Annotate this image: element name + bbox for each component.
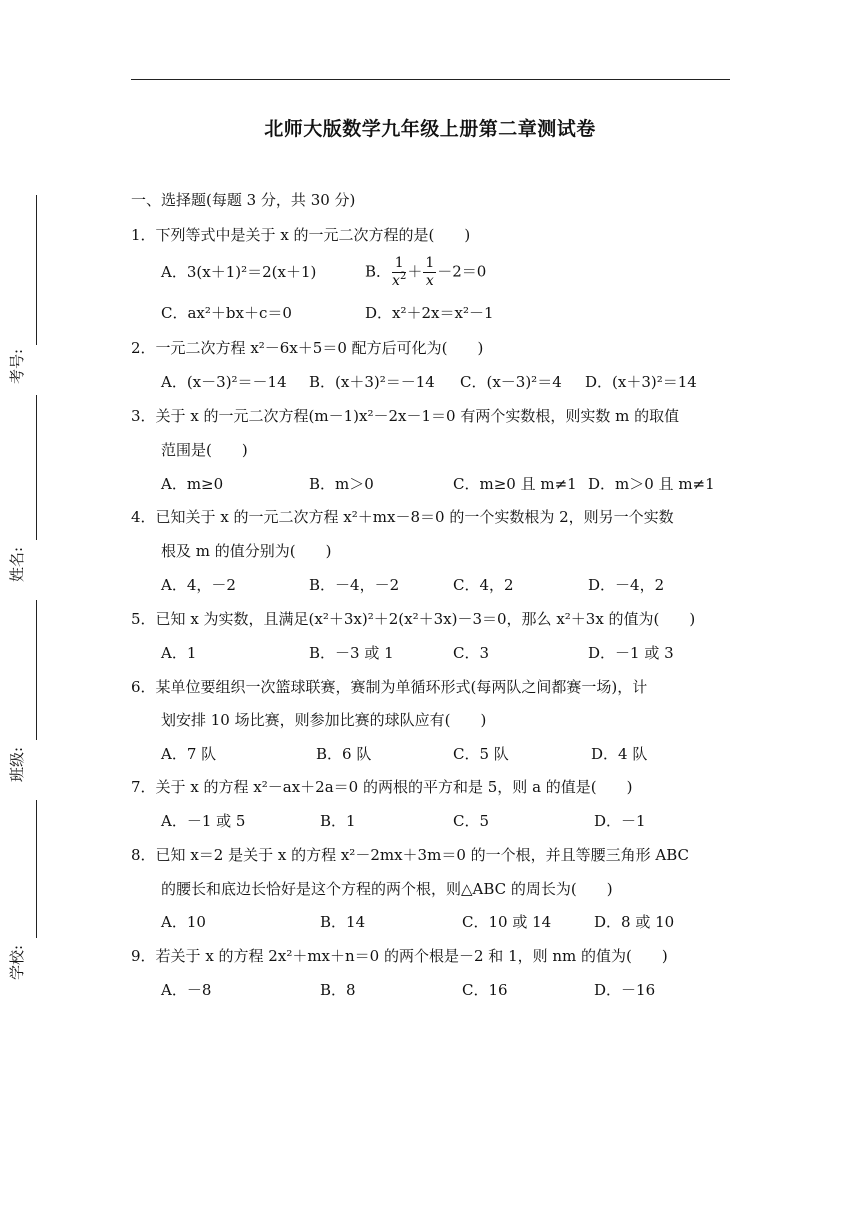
option-1b[interactable]: B． $\frac{1}{x^2}$ ＋ $\frac{1}{x}$ －2＝0 — [365, 255, 487, 289]
option-6b[interactable]: B．6 队 — [316, 745, 372, 763]
option-2c[interactable]: C．(x－3)²＝4 — [460, 373, 562, 391]
fraction-1-over-x2: $\frac{1}{x^2}$ — [392, 255, 407, 289]
option-7c[interactable]: C．5 — [453, 812, 490, 830]
option-7d[interactable]: D．－1 — [594, 812, 646, 830]
question-6 — [131, 677, 647, 697]
question-1 — [131, 225, 470, 245]
option-5c[interactable]: C．3 — [453, 644, 490, 662]
option-8a[interactable]: A．10 — [161, 913, 206, 931]
question-4 — [131, 507, 674, 527]
question-stem: 已知 x 为实数，且满足(x²＋3x)²＋2(x²＋3x)－3＝0，那么 x²＋3x 的值为( ) — [155, 610, 696, 628]
option-9b[interactable]: B．8 — [320, 981, 356, 999]
question-7 — [131, 777, 632, 797]
question-3 — [131, 406, 679, 426]
question-number: 2． — [131, 339, 156, 357]
question-stem: 已知 x＝2 是关于 x 的方程 x²－2mx＋3m＝0 的一个根，并且等腰三角形 ABC — [155, 846, 690, 864]
option-7b[interactable]: B．1 — [320, 812, 356, 830]
option-4d[interactable]: D．－4，2 — [588, 576, 665, 594]
question-number: 1． — [131, 226, 156, 244]
option-1c[interactable]: C．ax²＋bx＋c＝0 — [161, 304, 292, 322]
option-6a[interactable]: A．7 队 — [161, 745, 217, 763]
question-stem: 若关于 x 的方程 2x²＋mx＋n＝0 的两个根是－2 和 1，则 nm 的值为( ) — [155, 947, 668, 965]
question-number: 3． — [131, 407, 156, 425]
option-2d[interactable]: D．(x＋3)²＝14 — [585, 373, 697, 391]
option-2b[interactable]: B．(x＋3)²＝－14 — [309, 373, 435, 391]
option-3b[interactable]: B．m＞0 — [309, 475, 374, 493]
side-line-xuexiao — [36, 800, 37, 938]
side-label-xuexiao: 学校: — [8, 944, 26, 980]
question-2 — [131, 338, 483, 358]
option-9d[interactable]: D．－16 — [594, 981, 656, 999]
fraction-1-over-x: $\frac{1}{x}$ — [425, 255, 435, 289]
option-2a[interactable]: A．(x－3)²＝－14 — [161, 373, 287, 391]
option-7a[interactable]: A．－1 或 5 — [161, 812, 246, 830]
question-stem: 关于 x 的方程 x²－ax＋2a＝0 的两根的平方和是 5，则 a 的值是( ) — [155, 778, 633, 796]
option-4b[interactable]: B．－4，－2 — [309, 576, 400, 594]
question-number: 9． — [131, 947, 156, 965]
side-line-xingming — [36, 395, 37, 540]
question-stem: 某单位要组织一次篮球联赛，赛制为单循环形式(每两队之间都赛一场)，计 — [155, 678, 648, 696]
option-6c[interactable]: C．5 队 — [453, 745, 509, 763]
question-stem: 下列等式中是关于 x 的一元二次方程的是( ) — [155, 226, 471, 244]
question-number: 7． — [131, 778, 156, 796]
side-label-banji: 班级: — [8, 746, 26, 782]
page-title: 北师大版数学九年级上册第二章测试卷 — [264, 118, 596, 140]
question-number: 4． — [131, 508, 156, 526]
side-line-banji — [36, 600, 37, 740]
question-stem: 关于 x 的一元二次方程(m－1)x²－2x－1＝0 有两个实数根，则实数 m 的取值 — [155, 407, 680, 425]
question-6-continued: 划安排 10 场比赛，则参加比赛的球队应有( ) — [161, 711, 487, 729]
question-stem: 已知关于 x 的一元二次方程 x²＋mx－8＝0 的一个实数根为 2，则另一个实数 — [155, 508, 674, 526]
side-label-kaohao: 考号: — [8, 348, 26, 384]
option-4c[interactable]: C．4，2 — [453, 576, 514, 594]
side-label-xingming: 姓名: — [8, 546, 26, 582]
option-9c[interactable]: C．16 — [462, 981, 508, 999]
option-5a[interactable]: A．1 — [161, 644, 197, 662]
option-8b[interactable]: B．14 — [320, 913, 366, 931]
question-8 — [131, 845, 689, 865]
question-number: 6． — [131, 678, 156, 696]
header-rule — [131, 79, 730, 80]
side-line-kaohao — [36, 195, 37, 345]
option-8d[interactable]: D．8 或 10 — [594, 913, 675, 931]
option-1d[interactable]: D．x²＋2x＝x²－1 — [365, 304, 494, 322]
question-4-continued: 根及 m 的值分别为( ) — [161, 542, 332, 560]
option-3d[interactable]: D．m＞0 且 m≠1 — [588, 475, 715, 493]
question-3-continued: 范围是( ) — [161, 441, 248, 459]
option-3a[interactable]: A．m≥0 — [161, 475, 224, 493]
question-9 — [131, 946, 668, 966]
question-stem: 一元二次方程 x²－6x＋5＝0 配方后可化为( ) — [155, 339, 484, 357]
option-4a[interactable]: A．4，－2 — [161, 576, 236, 594]
question-8-continued: 的腰长和底边长恰好是这个方程的两个根，则△ABC 的周长为( ) — [161, 880, 613, 898]
option-1a[interactable]: A．3(x＋1)²＝2(x＋1) — [161, 263, 317, 281]
option-9a[interactable]: A．－8 — [161, 981, 212, 999]
option-5d[interactable]: D．－1 或 3 — [588, 644, 674, 662]
question-5 — [131, 609, 695, 629]
option-6d[interactable]: D．4 队 — [591, 745, 648, 763]
question-number: 5． — [131, 610, 156, 628]
option-3c[interactable]: C．m≥0 且 m≠1 — [453, 475, 577, 493]
section-heading: 一、选择题(每题 3 分，共 30 分) — [131, 191, 356, 209]
option-8c[interactable]: C．10 或 14 — [462, 913, 552, 931]
question-number: 8． — [131, 846, 156, 864]
option-5b[interactable]: B．－3 或 1 — [309, 644, 394, 662]
